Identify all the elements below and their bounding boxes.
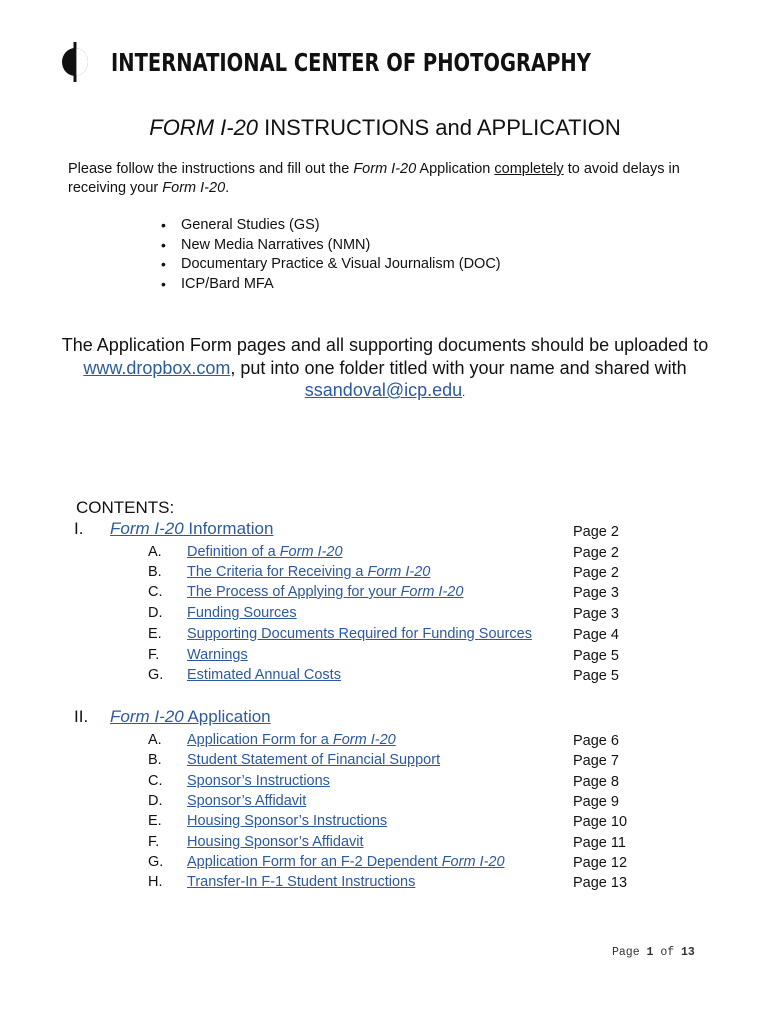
toc-page: Page 3: [573, 606, 619, 622]
toc-label-italic: Form I-20: [400, 584, 464, 600]
toc-letter: H.: [148, 874, 163, 890]
icp-logo-icon: [60, 40, 90, 84]
intro-form-ref: Form I-20: [353, 161, 417, 177]
toc-link[interactable]: [187, 647, 248, 663]
intro-form-ref: Form I-20: [162, 180, 226, 196]
toc-page: Page 8: [573, 774, 619, 790]
page-number-prefix: Page: [612, 946, 647, 959]
toc-page: Page 3: [573, 585, 619, 601]
toc-link[interactable]: [187, 813, 387, 829]
toc-page: Page 11: [573, 835, 626, 851]
toc-letter: E.: [148, 813, 162, 829]
toc-page: Page 4: [573, 627, 619, 643]
toc-label: Supporting Documents Required for Funding Sources: [187, 626, 532, 642]
toc-label-italic: Form I-20: [279, 544, 343, 560]
toc-letter: A.: [148, 732, 162, 748]
toc-label-italic: Form I-20: [441, 854, 505, 870]
dropbox-link[interactable]: www.dropbox.com: [83, 357, 231, 378]
toc-link[interactable]: [187, 605, 297, 621]
page-number-mid: of: [653, 946, 682, 959]
toc-page: Page 12: [573, 855, 628, 871]
upload-text: .: [462, 387, 466, 399]
title-rest: INSTRUCTIONS and APPLICATION: [258, 115, 621, 140]
intro-emphasis: completely: [494, 161, 564, 177]
page-title: [0, 115, 770, 141]
program-item: • General Studies (GS): [181, 216, 501, 236]
toc-label: Warnings: [187, 647, 248, 663]
toc-link[interactable]: [187, 584, 463, 600]
toc-letter: B.: [148, 752, 162, 768]
intro-text: .: [225, 180, 230, 196]
page-number-total: 13: [681, 946, 695, 959]
toc-link[interactable]: [187, 793, 306, 809]
intro-paragraph: [68, 160, 708, 198]
toc-letter: F.: [148, 834, 160, 850]
section-number: II.: [74, 707, 89, 726]
toc-letter: E.: [148, 626, 162, 642]
section-page: Page 2: [573, 524, 619, 540]
toc-label-italic: Form I-20: [367, 564, 431, 580]
section-number: I.: [74, 519, 84, 538]
toc-label: Housing Sponsor’s Instructions: [187, 813, 388, 829]
section-title[interactable]: [110, 707, 271, 727]
toc-label-italic: Form I-20: [332, 732, 396, 748]
toc-page: Page 5: [573, 668, 619, 684]
toc-page: Page 2: [573, 545, 619, 561]
page-number: [612, 946, 695, 959]
program-item: • ICP/Bard MFA: [181, 275, 501, 295]
toc-letter: C.: [148, 584, 163, 600]
toc-link[interactable]: [187, 667, 341, 683]
section-title[interactable]: [110, 519, 273, 539]
toc-label: The Process of Applying for your: [187, 584, 401, 600]
toc-page: Page 13: [573, 875, 628, 891]
section-title-italic: Form I-20: [110, 519, 184, 538]
toc-letter: B.: [148, 564, 162, 580]
toc-page: Page 10: [573, 814, 628, 830]
toc-label: The Criteria for Receiving a: [187, 564, 368, 580]
toc-link[interactable]: [187, 834, 364, 850]
toc-letter: G.: [148, 667, 164, 683]
toc-letter: D.: [148, 793, 163, 809]
toc-label: Funding Sources: [187, 605, 297, 621]
program-item: • Documentary Practice & Visual Journalism (DOC): [181, 255, 501, 275]
toc-link[interactable]: [187, 874, 415, 890]
toc-page: Page 7: [573, 753, 619, 769]
toc-label: Sponsor’s Instructions: [187, 773, 330, 789]
toc-page: Page 6: [573, 733, 619, 749]
toc-page: Page 2: [573, 565, 619, 581]
toc-letter: A.: [148, 544, 162, 560]
program-item: • New Media Narratives (NMN): [181, 236, 501, 256]
section-title-rest: Application: [183, 707, 271, 726]
toc-label: Transfer-In F-1 Student Instructions: [187, 874, 416, 890]
upload-text: The Application Form pages and all supporting documents should be uploaded to: [61, 335, 709, 355]
toc-link[interactable]: [187, 773, 330, 789]
toc-link[interactable]: [187, 544, 343, 560]
toc-link[interactable]: [187, 752, 440, 768]
intro-text: Please follow the instructions and fill out the: [68, 161, 354, 177]
contents-heading: CONTENTS:: [76, 498, 175, 517]
email-link[interactable]: ssandoval@icp.edu: [304, 380, 463, 400]
page-number-current: 1: [646, 946, 654, 959]
toc-link[interactable]: [187, 564, 430, 580]
toc-label: Application Form for a: [187, 732, 333, 748]
toc-letter: G.: [148, 854, 164, 870]
title-italic: FORM I-20: [149, 115, 259, 140]
upload-text: , put into one folder titled with your name and shared with: [230, 357, 687, 378]
toc-label: Application Form for an F-2 Dependent: [187, 854, 442, 870]
toc-letter: D.: [148, 605, 163, 621]
program-list: [181, 216, 501, 294]
intro-text: Application: [416, 161, 495, 177]
intro-text: to avoid delays in receiving your: [68, 161, 680, 196]
section-title-italic: Form I-20: [110, 707, 184, 726]
toc-link[interactable]: [187, 732, 396, 748]
toc-page: Page 9: [573, 794, 619, 810]
toc-letter: F.: [148, 647, 160, 663]
toc-label: Housing Sponsor’s Affidavit: [187, 834, 364, 850]
section-title-rest: Information: [183, 519, 274, 538]
toc-link[interactable]: [187, 626, 532, 642]
org-name: INTERNATIONAL CENTER OF PHOTOGRAPHY: [111, 48, 591, 77]
upload-instructions: [60, 334, 710, 405]
toc-label: Definition of a: [187, 544, 280, 560]
toc-letter: C.: [148, 773, 163, 789]
toc-label: Estimated Annual Costs: [187, 667, 341, 683]
toc-label: Student Statement of Financial Support: [187, 752, 441, 768]
toc-label: Sponsor’s Affidavit: [187, 793, 307, 809]
toc-link[interactable]: [187, 854, 505, 870]
toc-page: Page 5: [573, 648, 619, 664]
